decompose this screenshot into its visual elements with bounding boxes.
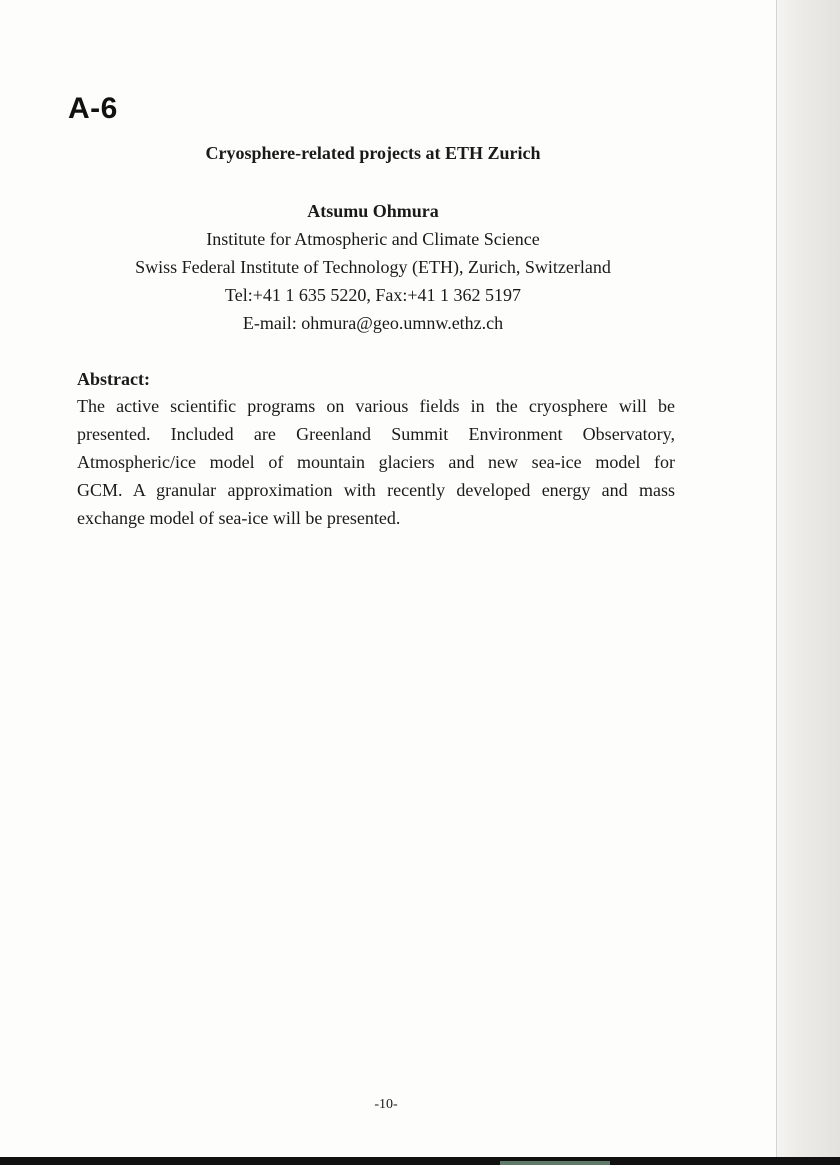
abstract-body — [77, 392, 675, 532]
page-number: -10- — [374, 1097, 398, 1112]
contact-phone-fax: Tel:+41 1 635 5220, Fax:+41 1 362 5197 — [224, 285, 522, 305]
affiliation-institute: Institute for Atmospheric and Climate Science — [206, 229, 540, 249]
paper-title: Cryosphere-related projects at ETH Zurich — [205, 143, 541, 163]
scan-bottom-strip — [0, 1157, 840, 1165]
page-edge-shadow — [776, 0, 840, 1165]
abstract-line: presented. Included are Greenland Summit Environment Observatory, — [77, 424, 675, 444]
abstract-line: GCM. A granular approximation with recently developed energy and mass — [77, 480, 675, 500]
abstract-line: Atmospheric/ice model of mountain glaciers and new sea-ice model for — [77, 452, 675, 472]
page-edge-line — [776, 0, 777, 1165]
abstract-line: The active scientific programs on various fields in the cryosphere will be — [77, 396, 675, 416]
scan-strip-highlight — [500, 1161, 610, 1165]
affiliation-university: Swiss Federal Institute of Technology (ETH), Zurich, Switzerland — [135, 257, 611, 277]
abstract-code: A-6 — [68, 92, 118, 125]
abstract-line: exchange model of sea-ice will be presented. — [77, 508, 401, 528]
contact-email: E-mail: ohmura@geo.umnw.ethz.ch — [242, 313, 504, 333]
abstract-heading: Abstract: — [77, 369, 150, 389]
author-name: Atsumu Ohmura — [307, 201, 439, 221]
